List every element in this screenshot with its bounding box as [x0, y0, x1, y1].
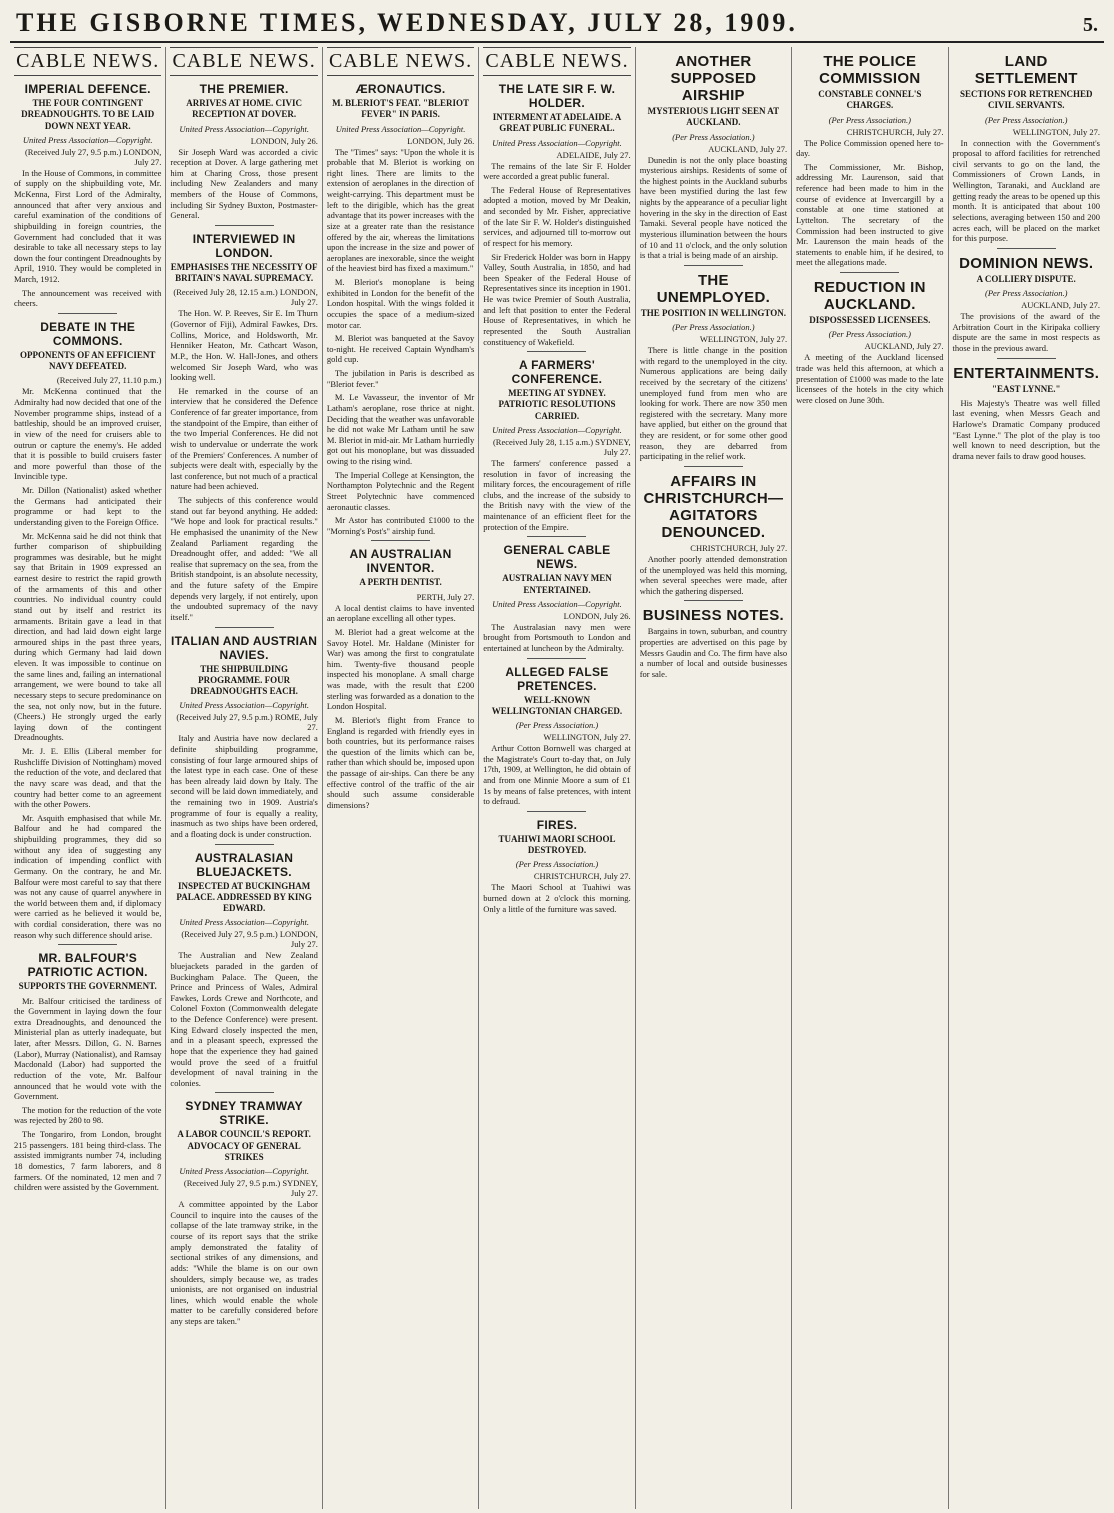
- article-dateline: LONDON, July 26.: [250, 135, 318, 146]
- article-dateline: (Received July 27, 9.5 p.m.) LONDON, July 27.: [24, 146, 162, 167]
- article-headline: SYDNEY TRAMWAY STRIKE.: [185, 1099, 303, 1128]
- article-paragraph: The motion for the reduction of the vote was rejected by 280 to 98.: [14, 1104, 162, 1126]
- article-subheading: EMPHASISES THE NECESSITY OF BRITAIN'S NAVAL SUPREMACY.: [170, 261, 318, 284]
- column-head: CABLE NEWS.: [14, 47, 161, 76]
- article-credit: United Press Association—Copyright.: [492, 424, 622, 435]
- article-paragraph: The Maori School at Tuahiwi was burned down at 2 o'clock this morning. Only a little of the furniture was saved.: [483, 882, 631, 914]
- column-4: [479, 47, 635, 1509]
- article-paragraph: The Tongariro, from London, brought 215 passengers. 181 being third-class. The assisted immigrants number 74, including 18 domestics, 7 farm laborers, and 8 farmers. Of the nominated, 12 men and 7 children were assisted by the Government.: [14, 1129, 162, 1193]
- article-paragraph: The "Times" says: "Upon the whole it is probable that M. Bleriot is working on right lines. There are limits to the extension of aeroplanes in the direction of weight-carrying. This department must be left to the dirigible, which has the great advantage that its power increases with the size at a greater rate than the resistance offered by the air, whereas the limitations upon the increase in the size and power of aeroplanes are inexorable, since the weight of the heaviest bird has fixed a maximum.": [326, 146, 475, 274]
- article: [14, 82, 161, 309]
- article-dateline: PERTH, July 27.: [416, 591, 475, 602]
- article-paragraph: Bargains in town, suburban, and country properties are advertised on this page by Messrs Gaudin and Co. The firm have also a number of local and outside businesses for sale.: [639, 626, 788, 679]
- article-credit: United Press Association—Copyright.: [179, 123, 309, 134]
- article-paragraph: The Imperial College at Kensington, the Northampton Polytechnic and the Regent Street Polytechnic have commenced aeronautic classes.: [326, 469, 475, 512]
- article-paragraph: Sir Joseph Ward was accorded a civic reception at Dover. A large gathering met him at Charing Cross, those present including New Zealanders and many members of the House of Commons, including Sir Sydney Buxton, Postmaster-General.: [170, 146, 318, 221]
- article: [327, 82, 474, 536]
- article-subheading: THE SHIPBUILDING PROGRAMME. FOUR DREADNOUGHTS EACH.: [190, 663, 298, 696]
- article-paragraph: Another poorly attended demonstration of the unemployed was held this morning, when several speeches were made, after which the gathering dispersed.: [639, 553, 788, 596]
- article-subheading: DISPOSSESSED LICENSEES.: [809, 315, 931, 325]
- article-paragraph: The Commissioner, Mr. Bishop, addressing Mr. Laurenson, said that reference had been made to him in the course of evidence at Invercargill by a constable at one time stationed at Lyttelton. The secretary of the Commission had been instructed to give Mr. Laurenson the main heads of the statements to enable him, if he desired, to meet the allegations made.: [796, 161, 944, 268]
- article: [170, 82, 317, 221]
- article: [953, 248, 1100, 354]
- article-divider: [527, 658, 586, 659]
- article-divider: [840, 272, 899, 273]
- article-headline: ANOTHER SUPPOSED AIRSHIP: [670, 53, 757, 104]
- article: [640, 600, 787, 679]
- article-headline: FIRES.: [536, 817, 578, 832]
- article-headline: THE UNEMPLOYED.: [656, 271, 771, 306]
- article: [640, 265, 787, 462]
- article-divider: [215, 627, 274, 628]
- article-credit: United Press Association—Copyright.: [492, 598, 622, 609]
- article-divider: [215, 844, 274, 845]
- article-dateline: (Received July 28, 12.15 a.m.) LONDON, July 27.: [173, 287, 318, 308]
- article-headline: THE LATE SIR F. W. HOLDER.: [498, 82, 616, 110]
- article-paragraph: The Australian and New Zealand bluejackets paraded in the garden of Buckingham Palace. The Queen, the Prince and Princess of Wales, Admiral Fawkes, Lords Crewe and Northcote, and Colonel Foxton (Commonwealth delegate to the Defence Conference) were present. King Edward closely inspected the men, and in a pleasant speech, expressed the hope that the experience they had gained would prove the seed of a fruitful development of naval training in the colonies.: [170, 950, 318, 1088]
- article: [483, 82, 630, 347]
- article-paragraph: The subjects of this conference would stand out far beyond anything. He added: "We hope and look for practical results." He emphasised the unanimity of the New Zealand Parliament regarding the Dreadnought offer, and added: "We all realise that supremacy on the sea, from the British standpoint, is an absolute necessity, and the future safety of the Empire depends very largely, if not entirely, upon the undoubted supremacy of the navy itself.": [170, 495, 318, 622]
- article-headline: A FARMERS' CONFERENCE.: [511, 358, 603, 387]
- article-paragraph: Mr Astor has contributed £1000 to the "Morning's Post's" airship fund.: [326, 515, 475, 536]
- article-credit: United Press Association—Copyright.: [335, 123, 466, 134]
- article-subheading: AUSTRALIAN NAVY MEN ENTERTAINED.: [502, 573, 612, 595]
- article-headline: THE POLICE COMMISSION: [819, 53, 921, 87]
- column-1: [10, 47, 166, 1509]
- article-paragraph: M. Le Vavasseur, the inventor of Mr Latham's aeroplane, rose thrice at night. Deciding that the weather was unfavorable he did not wake Mr Latham until he saw M. Bleriot in mid-air. Mr Latham hurriedly got out his monoplane, but was dissuaded owing to the rising wind.: [326, 392, 475, 466]
- article-paragraph: A committee appointed by the Labor Council to inquire into the causes of the collapse of the late tramway strike, in the course of its report says that the strike amply demonstrated the fatality of sectional strikes of any dimensions, and adds: "While the blame is on our own shoulders, simply because we, as trades unionists, are not organised on industrial lines, which would enable the whole matter to be carefully considered before any steps are taken.": [170, 1199, 318, 1326]
- page-number: 5.: [1083, 14, 1098, 36]
- article-subheading: THE FOUR CONTINGENT DREADNOUGHTS. TO BE LAID DOWN NEXT YEAR.: [21, 98, 155, 131]
- article: [14, 944, 161, 1193]
- article-subheading: ARRIVES AT HOME. CIVIC RECEPTION AT DOVER.: [186, 98, 302, 120]
- article-paragraph: The jubilation in Paris is described as "Bleriot fever.": [326, 368, 475, 389]
- article-headline: ITALIAN AND AUSTRIAN NAVIES.: [171, 633, 318, 662]
- article-divider: [527, 351, 586, 352]
- article-paragraph: Mr. McKenna said he did not think that further comparison of shipbuilding programmes was desirable, but he might say that Britain in 1909 expressed an earnest desire to restrict the rapid growth of the armaments of this and other countries. No individual country could stand out by itself and restrict its armaments. Britain gave a lead in that direction, and had laid down eight large armoured ships in the past three years, during which Germany had laid down eleven. It was impossible to continue on the same lines and, failing an international arrangement, we were bound to take all necessary steps to secure predominance on the sea, not only now, but in the future. (Cheers.) He strongly urged the early laying down of the contingent Dreadnoughts.: [14, 530, 162, 743]
- article-divider: [527, 536, 586, 537]
- article-credit: (Per Press Association.): [985, 114, 1068, 125]
- article-divider: [684, 600, 743, 601]
- article-paragraph: The announcement was received with cheers.: [14, 287, 162, 309]
- article-subheading: "EAST LYNNE.": [991, 383, 1061, 394]
- article-paragraph: Italy and Austria have now declared a definite shipbuilding programme, consisting of four large armoured ships of the latest type in each case. One of these has been already laid down by Italy. The second will be laid down immediately, and the remaining two in 1909. Austria's programme of four is equally a reality, inasmuch as two ships have been ordered, and a floating dock is under construction.: [170, 733, 318, 839]
- article-credit: (Per Press Association.): [515, 859, 599, 870]
- article-paragraph: The Hon. W. P. Reeves, Sir E. Im Thurn (Governor of Fiji), Admiral Fawkes, Drs. Collins, Morice, and Holdsworth, Mr. Henniker Heaton, Mr. Cathcart Wason, M.P., the Hon. W. Hall-Jones, and others welcomed Sir Joseph Ward, who was looking well.: [170, 308, 318, 383]
- column-head: CABLE NEWS.: [327, 47, 474, 76]
- article: [483, 351, 630, 532]
- column-head: CABLE NEWS.: [170, 47, 317, 76]
- column-2: [166, 47, 322, 1509]
- article-divider: [684, 265, 743, 266]
- article-dateline: CHRISTCHURCH, July 27.: [533, 871, 631, 882]
- article-headline: AFFAIRS IN CHRISTCHURCH—AGITATORS DENOUNCED.: [643, 472, 784, 541]
- article-credit: United Press Association—Copyright.: [179, 700, 309, 711]
- article-headline: AUSTRALASIAN BLUEJACKETS.: [195, 850, 294, 879]
- article-subheading: SUPPORTS THE GOVERNMENT.: [18, 981, 157, 992]
- article: [640, 53, 787, 261]
- article-paragraph: M. Bleriot's monoplane is being exhibited in London for the benefit of the London hospital. With the wings folded it occupies the space of a medium-sized motor car.: [326, 277, 475, 330]
- article-divider: [58, 313, 117, 314]
- article-paragraph: He remarked in the course of an interview that he considered the Defence Conference of far greater importance, from the standpoint of the Empire, than either of the two Imperial Conferences. He did not wish to undervalue or underrate the work of the Premiers' Conferences. A number of subjects were dealt with, especially by the last conference, but not much of a practical nature had been achieved.: [170, 385, 318, 492]
- article-headline: ÆRONAUTICS.: [355, 82, 446, 96]
- article: [170, 1092, 317, 1326]
- article-paragraph: There is little change in the position with regard to the unemployed in the city. Numerous applications are being daily received by the secretary of the citizens' unemployed fund from men who are looking for work. There are now 350 men registered with the secretary. Many more have applied, but either on the ground that they are resident, or for some other good reason, they are debarred from participating in the relief work.: [639, 345, 788, 462]
- article-headline: BUSINESS NOTES.: [642, 607, 784, 625]
- article-paragraph: The farmers' conference passed a resolution in favor of increasing the military forces, the encouragement of rifle clubs, and the increase of the subsidy to the British navy with the view of the maintenance of an efficient fleet for the protection of the Empire.: [483, 457, 631, 532]
- article-paragraph: The Federal House of Representatives adopted a motion, moved by Mr Deakin, and seconded by Mr. Fisher, appreciative of the late Sir F. W. Holder's distinguished services, and adjourned till to-morrow out of respect for his memory.: [483, 184, 631, 248]
- article: [796, 272, 943, 405]
- article-dateline: (Received July 27, 11.10 p.m.): [56, 375, 162, 386]
- article-divider: [215, 225, 274, 226]
- article-credit: (Per Press Association.): [828, 114, 912, 125]
- article: [483, 536, 630, 653]
- article-paragraph: Arthur Cotton Bornwell was charged at the Magistrate's Court to-day that, on July 17th, 1909, at Wellington, he did obtain of and from one Minnie Moore a sum of £1 1s by means of false pretences, with intent to defraud.: [483, 743, 631, 807]
- article-paragraph: The provisions of the award of the Arbitration Court in the Kiripaka colliery dispute are the same in most respects as those in the previous award.: [952, 311, 1100, 353]
- article-dateline: CHRISTCHURCH, July 27.: [690, 542, 788, 553]
- article-headline: DEBATE IN THE COMMONS.: [40, 319, 136, 348]
- article: [483, 658, 630, 807]
- article-headline: THE PREMIER.: [199, 82, 289, 96]
- article-divider: [527, 811, 586, 812]
- article: [953, 358, 1100, 462]
- article-dateline: (Received July 28, 1.15 a.m.) SYDNEY, July 27.: [492, 436, 631, 457]
- article-dateline: LONDON, July 26.: [407, 135, 475, 146]
- article-divider: [58, 944, 117, 945]
- article-paragraph: His Majesty's Theatre was well filled last evening, when Messrs Geach and Harlowe's Dramatic Company produced "East Lynne." The plot of the play is too well known to need description, but the drama never fails to draw good houses.: [952, 397, 1100, 461]
- article-credit: United Press Association—Copyright.: [492, 137, 622, 148]
- article-subheading: INSPECTED AT BUCKINGHAM PALACE. ADDRESSED BY KING EDWARD.: [176, 880, 312, 913]
- article-headline: ENTERTAINMENTS.: [953, 364, 1100, 382]
- article-divider: [997, 358, 1056, 359]
- article: [483, 811, 630, 914]
- article-paragraph: Mr. J. E. Ellis (Liberal member for Rushcliffe Division of Nottingham) moved the reduction of the vote, and declared that the navy scare was dead, and that the country had better come to an agreement with the other Powers.: [14, 746, 162, 810]
- article-subheading: MEETING AT SYDNEY. PATRIOTIC RESOLUTIONS CARRIED.: [498, 388, 616, 421]
- article-paragraph: M. Bleriot was banqueted at the Savoy to-night. He received Captain Wyndham's gold cup.: [326, 333, 475, 365]
- article-headline: ALLEGED FALSE PRETENCES.: [505, 664, 609, 693]
- article-dateline: AUCKLAND, July 27.: [1021, 300, 1100, 310]
- article: [327, 540, 474, 810]
- article: [953, 53, 1100, 244]
- article-headline: REDUCTION IN AUCKLAND.: [813, 279, 926, 313]
- article-subheading: MYSTERIOUS LIGHT SEEN AT AUCKLAND.: [647, 106, 780, 128]
- article-subheading: CONSTABLE CONNEL'S CHARGES.: [818, 89, 922, 111]
- column-3: [323, 47, 479, 1509]
- columns-container: [10, 47, 1104, 1509]
- article-subheading: A PERTH DENTIST.: [359, 577, 442, 588]
- article-paragraph: In the House of Commons, in committee of supply on the shipbuilding vote, Mr. McKenna, First Lord of the Admiralty, announced that after very anxious and careful examination of the conditions of shipbuilding in foreign countries, the Government had concluded that it was desirable to take all necessary steps to lay down the four contingent Dreadnoughts by April, 1910. They would be completed in March, 1912.: [14, 167, 162, 284]
- article-paragraph: The remains of the late Sir F. Holder were accorded a great public funeral.: [483, 160, 631, 182]
- column-5: [636, 47, 792, 1509]
- article-divider: [997, 248, 1056, 249]
- article-dateline: WELLINGTON, July 27.: [699, 334, 788, 344]
- article-headline: LAND SETTLEMENT: [974, 53, 1078, 87]
- article-dateline: LONDON, July 26.: [563, 610, 631, 621]
- article-paragraph: M. Bleriot had a great welcome at the Savoy Hotel. Mr. Haldane (Minister for War) was among the first to congratulate him. Twenty-five thousand people inspected his monoplane. A small charge was made, with the result that £200 sterling was forwarded as a donation to the London Hospital.: [326, 626, 475, 712]
- article-paragraph: A local dentist claims to have invented an aeroplane excelling all other types.: [326, 602, 475, 624]
- article: [640, 466, 787, 597]
- article-subheading: A COLLIERY DISPUTE.: [976, 273, 1076, 284]
- masthead: [10, 8, 1104, 43]
- article: [170, 844, 317, 1089]
- article-headline: IMPERIAL DEFENCE.: [24, 82, 151, 96]
- article-paragraph: Sir Frederick Holder was born in Happy Valley, South Australia, in 1850, and had been Speaker of the Federal House of Representatives since its inception in 1901. He was twice Premier of South Australia, and left that position to enter the Federal House of Representatives, in which he represented the South Australian constituency of Wakefield.: [483, 251, 631, 347]
- article-paragraph: The Police Commission opened here to-day.: [796, 137, 944, 159]
- column-head: CABLE NEWS.: [483, 47, 630, 76]
- article-subheading: THE POSITION IN WELLINGTON.: [640, 307, 786, 318]
- article-dateline: ADELAIDE, July 27.: [556, 149, 631, 160]
- article-paragraph: A meeting of the Auckland licensed trade was held this afternoon, at which a presentation of £1000 was made to the late licensees of the hotels in the city which were closed on June 30th.: [796, 352, 944, 405]
- article-headline: AN AUSTRALIAN INVENTOR.: [349, 547, 452, 576]
- article-dateline: AUCKLAND, July 27.: [864, 341, 944, 352]
- article: [796, 53, 943, 268]
- article-dateline: (Received July 27, 9.5 p.m.) LONDON, July 27.: [181, 929, 318, 950]
- article-subheading: SECTIONS FOR RETRENCHED CIVIL SERVANTS.: [959, 89, 1093, 111]
- article-paragraph: Mr. Asquith emphasised that while Mr. Balfour and he had compared the shipbuilding programmes, they did so without any idea of suggesting any indication of impending conflict with Germany. On the contrary, he and Mr. Balfour were most careful to say that there was not any cause of quarrel anywhere in the world between them and, if diplomacy were carried as he believed it would be, with cordial consideration, there was no reason why such difference should arise.: [14, 812, 162, 940]
- article-subheading: TUAHIWI MAORI SCHOOL DESTROYED.: [498, 833, 616, 856]
- article-subheading: INTERMENT AT ADELAIDE. A GREAT PUBLIC FUNERAL.: [492, 112, 622, 134]
- article-credit: (Per Press Association.): [672, 322, 755, 332]
- article-headline: INTERVIEWED IN LONDON.: [192, 231, 296, 260]
- article-subheading: M. BLERIOT'S FEAT. "BLERIOT FEVER" IN PARIS.: [332, 98, 470, 120]
- article-paragraph: The Australasian navy men were brought from Portsmouth to London and entertained at luncheon by the Admiralty.: [483, 621, 631, 653]
- article-dateline: (Received July 27, 9.5 p.m.) ROME, July 27.: [176, 712, 318, 733]
- article-headline: MR. BALFOUR'S PATRIOTIC ACTION.: [27, 951, 148, 980]
- article-credit: (Per Press Association.): [672, 131, 755, 142]
- article-headline: GENERAL CABLE NEWS.: [503, 543, 611, 572]
- article-subheading: A LABOR COUNCIL'S REPORT. ADVOCACY OF GENERAL STRIKES: [177, 1129, 311, 1162]
- article-dateline: WELLINGTON, July 27.: [1012, 126, 1100, 137]
- article-paragraph: Dunedin is not the only place boasting mysterious airships. Residents of some of the highest points in the Auckland suburbs have been mystified during the last few nights by the appearance of a peculiar light hovering in the sky in the direction of East Tamaki. Several people have noticed the mysterious illumination between the hours of 10 and 11 o'clock, and the only solution is that a trial is being made of an airship.: [639, 154, 788, 261]
- column-6: [792, 47, 948, 1509]
- article-credit: (Per Press Association.): [985, 288, 1068, 298]
- article-subheading: OPPONENTS OF AN EFFICIENT NAVY DEFEATED.: [19, 349, 156, 372]
- article-subheading: WELL-KNOWN WELLINGTONIAN CHARGED.: [491, 694, 623, 716]
- article-credit: United Press Association—Copyright.: [22, 134, 153, 145]
- article-paragraph: In connection with the Government's proposal to afford facilities for retrenched civil servants to go on the land, the Commissioners of Crown Lands, in Wellington, Taranaki, and Auckland are getting ready the areas to be opened up this month. It is anticipated that about 100 selections, averaging between 150 and 200 acres each, will be placed on the market for this purpose.: [952, 137, 1100, 244]
- article: [170, 225, 317, 623]
- newspaper-title: THE GISBORNE TIMES, WEDNESDAY, JULY 28, 1909.: [16, 8, 798, 37]
- article-credit: (Per Press Association.): [515, 720, 599, 731]
- article-headline: DOMINION NEWS.: [959, 254, 1094, 272]
- article-credit: United Press Association—Copyright.: [179, 917, 309, 928]
- article-divider: [371, 540, 430, 541]
- article-credit: United Press Association—Copyright.: [179, 1166, 309, 1177]
- article: [14, 313, 161, 940]
- column-7: [949, 47, 1104, 1509]
- article: [170, 627, 317, 840]
- article-divider: [684, 466, 743, 467]
- article-credit: (Per Press Association.): [828, 329, 912, 340]
- article-dateline: (Received July 27, 9.5 p.m.) SYDNEY, July 27.: [183, 1178, 318, 1199]
- article-paragraph: Mr. Balfour criticised the tardiness of the Government in laying down the four extra Dreadnoughts, and denounced the Ministerial plan as utterly inadequate, but later, after Messrs. Dillon, G. N. Barnes (Labor), Murray (Nationalist), and Ramsay Macdonald (Labor) had supported the reduction of the vote, Mr. Balfour announced that he would vote with the Government.: [14, 995, 162, 1102]
- article-paragraph: Mr. McKenna continued that the Admiralty had now decided that one of the November programme ships, instead of a battleship, should be an improved cruiser, in view of the need for cruisers able to outrun or capture the enemy's. He added that it is possible to build cruisers faster and more powerful than those of the Invincible type.: [14, 386, 162, 482]
- article-dateline: CHRISTCHURCH, July 27.: [846, 126, 944, 137]
- article-divider: [215, 1092, 274, 1093]
- article-dateline: AUCKLAND, July 27.: [708, 143, 788, 154]
- article-paragraph: Mr. Dillon (Nationalist) asked whether the Germans had anticipated their programme or had kept to the understanding given to the Foreign Office.: [14, 485, 162, 527]
- article-dateline: WELLINGTON, July 27.: [543, 732, 631, 743]
- article-paragraph: M. Bleriot's flight from France to England is regarded with friendly eyes in both countries, but its performance raises the question of the limits which can be, rather than which should be, imposed upon the passage of air-ships. Can there be any effective control of the traffic of the air should such assume considerable dimensions?: [326, 714, 475, 810]
